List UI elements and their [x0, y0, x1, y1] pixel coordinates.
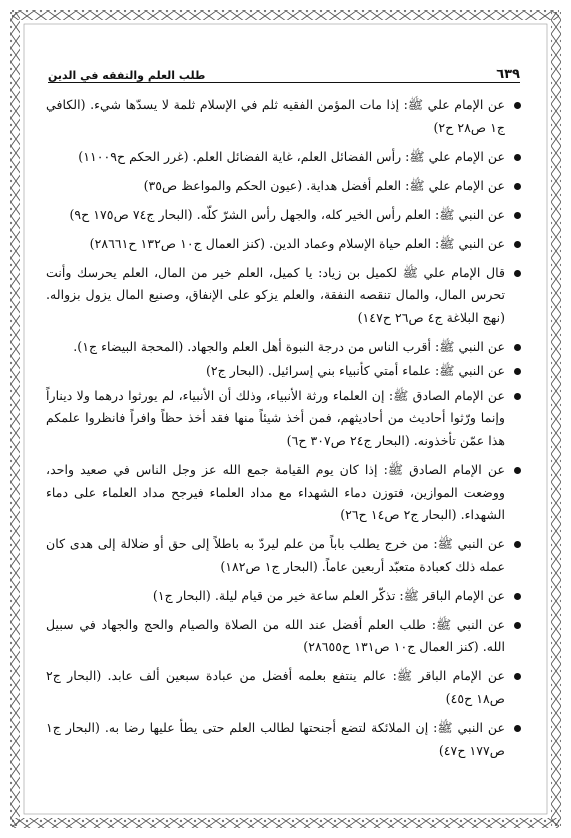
- hadith-entry: عن النبي ﷺ: إن الملائكة لتضع أجنحتها لطالب العلم حتى يطأ عليها رضا به. (البحار ج١ ص١٧٧ ح٤٧): [46, 717, 522, 762]
- hadith-entry: عن الإمام الصادق ﷺ: إذا كان يوم القيامة جمع الله عز وجل الناس في صعيد واحد، ووضعت الموازين، فتوزن دماء الشهداء مع مداد العلماء فيرجح مداد العلماء على دماء الشهداء. (البحار ج٢ ص١٤ ح٢٦): [46, 459, 522, 527]
- hadith-entry: عن الإمام الصادق ﷺ: إن العلماء ورثة الأنبياء، وذلك أن الأنبياء، لم يورثوا درهما ولا ديناراً وإنما ورّثوا أحاديث من أحاديثهم، فمن أخذ شيئاً منها فقد أخذ حظاً وافراً فانظروا علمكم هذا عمّن تأخذونه. (البحار ج٢٤ ص٣٠٧ ح٦): [46, 385, 522, 453]
- page-body: [46, 94, 522, 788]
- running-title: طلب العلم والتفقه في الدين: [48, 69, 206, 82]
- hadith-entry: عن النبي ﷺ: العلم حياة الإسلام وعماد الدين. (كنز العمال ج١٠ ص١٣٢ ح٢٨٦٦١): [46, 233, 522, 256]
- hadith-entry: عن الإمام الباقر ﷺ: تذكّر العلم ساعة خير من قيام ليلة. (البحار ج١): [46, 585, 522, 608]
- page-number: ٦٣٩: [496, 67, 520, 82]
- hadith-entry: عن النبي ﷺ: أقرب الناس من درجة النبوة أهل العلم والجهاد. (المحجة البيضاء ج١).: [46, 336, 522, 359]
- hadith-entry: عن الإمام علي ﷺ: رأس الفضائل العلم، غاية الفضائل العلم. (غرر الحكم ح١١٠٠٩): [46, 146, 522, 169]
- hadith-entry: قال الإمام علي ﷺ لكميل بن زياد: يا كميل، العلم خير من المال، العلم يحرسك وأنت تحرس المال، والمال تنقصه النفقة، والعلم يزكو على الإنفاق، وصنيع المال يزول بزواله. (نهج البلاغة ج٤ ص٢٦ ح١٤٧): [46, 262, 522, 330]
- hadith-entry: عن الإمام علي ﷺ: إذا مات المؤمن الفقيه ثلم في الإسلام ثلمة لا يسدّها شيء. (الكافي ج١ ص٢٨ ح٢): [46, 94, 522, 139]
- hadith-entry: عن النبي ﷺ: طلب العلم أفضل عند الله من الصلاة والصيام والحج والجهاد في سبيل الله. (كنز العمال ج١٠ ص١٣١ ح٢٨٦٥٥): [46, 614, 522, 659]
- hadith-list: [46, 94, 522, 762]
- hadith-entry: عن الإمام الباقر ﷺ: عالم ينتفع بعلمه أفضل من عبادة سبعين ألف عابد. (البحار ج٢ ص١٨ ح٤٥): [46, 665, 522, 710]
- hadith-entry: عن الإمام علي ﷺ: العلم أفضل هداية. (عيون الحكم والمواعظ ص٣٥): [46, 175, 522, 198]
- page-header: [48, 58, 520, 83]
- hadith-entry: عن النبي ﷺ: العلم رأس الخير كله، والجهل رأس الشرّ كلّه. (البحار ج٧٤ ص١٧٥ ح٩): [46, 204, 522, 227]
- hadith-entry: عن النبي ﷺ: من خرج يطلب باباً من علم ليردّ به باطلاً إلى حق أو ضلالة إلى هدى كان عمله ذلك كعبادة متعبّد أربعين عاماً. (البحار ج١ ص١٨٢): [46, 533, 522, 578]
- hadith-entry: عن النبي ﷺ: علماء أمتي كأنبياء بني إسرائيل. (البحار ج٢): [46, 360, 522, 383]
